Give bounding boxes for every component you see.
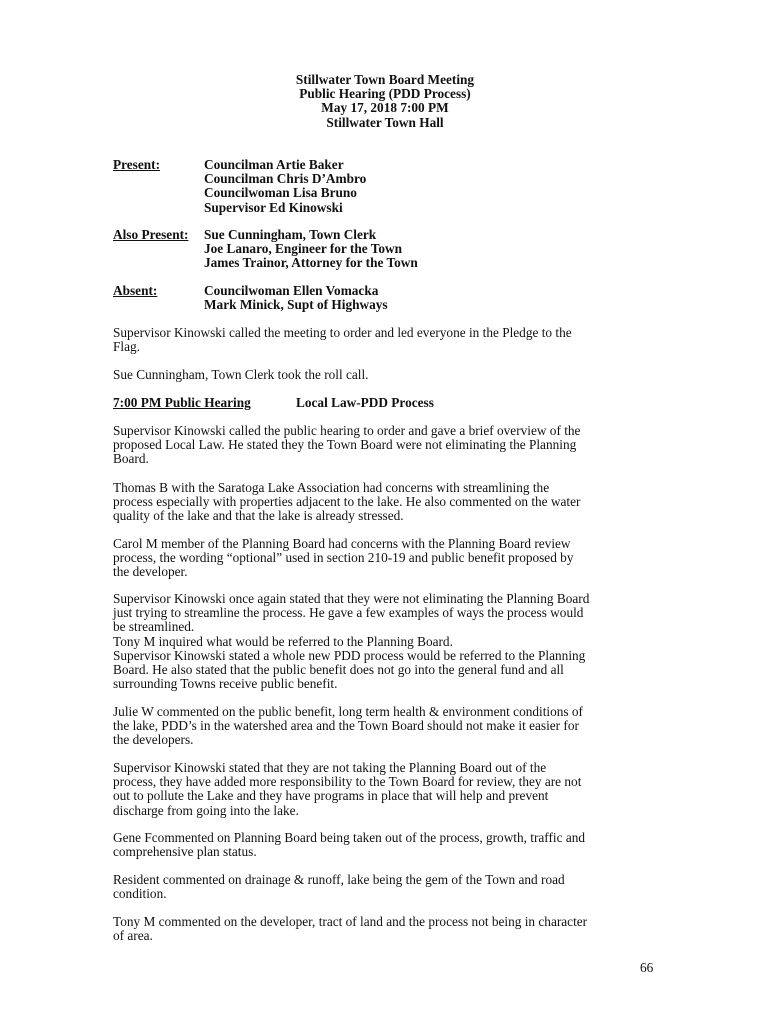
paragraph-line: the developer. <box>113 564 188 580</box>
paragraph-line: out to pollute the Lake and they have programs in place that will help and prevent <box>113 788 549 804</box>
present-name: Councilman Chris D’Ambro <box>204 171 367 187</box>
absent-name: Mark Minick, Supt of Highways <box>204 297 388 313</box>
paragraph-line: Supervisor Kinowski stated a whole new PDD process would be referred to the Planning <box>113 647 586 663</box>
meeting-location: Stillwater Town Hall <box>326 114 444 130</box>
present-name: Councilman Artie Baker <box>204 157 344 172</box>
paragraph-line: process especially with properties adjacent to the lake. He also commented on the water <box>113 494 581 510</box>
paragraph-line: Supervisor Kinowski called the meeting to order and led everyone in the Pledge to the <box>113 325 572 340</box>
paragraph-tony-m <box>113 915 658 943</box>
paragraph-line: Thomas B with the Saratoga Lake Association had concerns with streamlining the <box>113 480 550 495</box>
paragraph-responsibility <box>113 761 658 818</box>
absent-label: Absent: <box>113 283 158 298</box>
present-label: Present: <box>113 157 161 172</box>
paragraph-line: Carol M member of the Planning Board had concerns with the Planning Board review <box>113 536 571 551</box>
paragraph-line: Julie W commented on the public benefit, long term health & environment conditions of <box>113 704 583 719</box>
hearing-time-label: 7:00 PM Public Hearing <box>113 395 251 410</box>
paragraph-line: just trying to streamline the process. He gave a few examples of ways the process would <box>113 605 584 621</box>
paragraph-thomas-b <box>113 481 658 524</box>
paragraph-line: Tony M commented on the developer, tract of land and the process not being in character <box>113 914 588 929</box>
paragraph-line: process, they have added more responsibility to the Town Board for review, they are not <box>113 774 582 790</box>
also-present-name: James Trainor, Attorney for the Town <box>204 255 418 271</box>
paragraph-line: Gene Fcommented on Planning Board being taken out of the process, growth, traffic and <box>113 830 586 845</box>
paragraph-gene-f <box>113 831 658 859</box>
paragraph-line: discharge from going into the lake. <box>113 802 299 818</box>
paragraph-line: Board. <box>113 451 149 467</box>
paragraph-overview <box>113 424 658 467</box>
paragraph-line: Supervisor Kinowski once again stated that they were not eliminating the Planning Board <box>113 591 590 606</box>
hearing-title: Local Law-PDD Process <box>296 395 434 410</box>
meeting-header <box>0 73 770 130</box>
present-name: Supervisor Ed Kinowski <box>204 199 343 215</box>
hearing-heading <box>113 395 434 410</box>
paragraph-line: Supervisor Kinowski stated that they are not taking the Planning Board out of the <box>113 760 547 775</box>
paragraph-call-to-order <box>113 326 658 354</box>
paragraph-julie-w <box>113 705 658 748</box>
paragraph-line: comprehensive plan status. <box>113 844 257 860</box>
paragraph-resident <box>113 873 658 901</box>
paragraph-line: Resident commented on drainage & runoff, lake being the gem of the Town and road <box>113 872 565 887</box>
paragraph-line: be streamlined. <box>113 619 195 635</box>
paragraph-line: Supervisor Kinowski called the public hearing to order and gave a brief overview of the <box>113 423 581 438</box>
paragraph-carol-m <box>113 537 658 580</box>
paragraph-line: process, the wording “optional” used in section 210-19 and public benefit proposed by <box>113 550 574 566</box>
paragraph-line: of area. <box>113 928 153 944</box>
absent-names <box>204 284 388 312</box>
paragraph-line: the developers. <box>113 732 194 748</box>
absent-name: Councilwoman Ellen Vomacka <box>204 283 379 298</box>
present-name: Councilwoman Lisa Bruno <box>204 185 357 201</box>
paragraph-line: Sue Cunningham, Town Clerk took the roll call. <box>113 367 369 382</box>
paragraph-line: Tony M inquired what would be referred to the Planning Board. <box>113 633 453 649</box>
present-names <box>204 158 366 215</box>
also-present-name: Joe Lanaro, Engineer for the Town <box>204 241 402 257</box>
paragraph-line: surrounding Towns receive public benefit. <box>113 676 338 692</box>
paragraph-line: Board. He also stated that the public benefit does not go into the general fund and all <box>113 661 564 677</box>
page-number: 66 <box>640 960 654 975</box>
paragraph-line: condition. <box>113 886 167 902</box>
paragraph-line: the lake, PDD’s in the watershed area and the Town Board should not make it easier for <box>113 718 579 734</box>
paragraph-line: proposed Local Law. He stated they the Town Board were not eliminating the Planning <box>113 437 577 453</box>
paragraph-line: Flag. <box>113 339 140 355</box>
meeting-subtitle: Public Hearing (PDD Process) <box>299 86 471 102</box>
paragraph-roll-call <box>113 368 658 382</box>
also-present-names <box>204 228 418 271</box>
paragraph-streamline <box>113 592 658 691</box>
also-present-label: Also Present: <box>113 227 189 242</box>
meeting-date: May 17, 2018 7:00 PM <box>321 100 449 116</box>
paragraph-line: quality of the lake and that the lake is already stressed. <box>113 508 404 524</box>
also-present-name: Sue Cunningham, Town Clerk <box>204 227 377 242</box>
meeting-title: Stillwater Town Board Meeting <box>295 72 475 87</box>
